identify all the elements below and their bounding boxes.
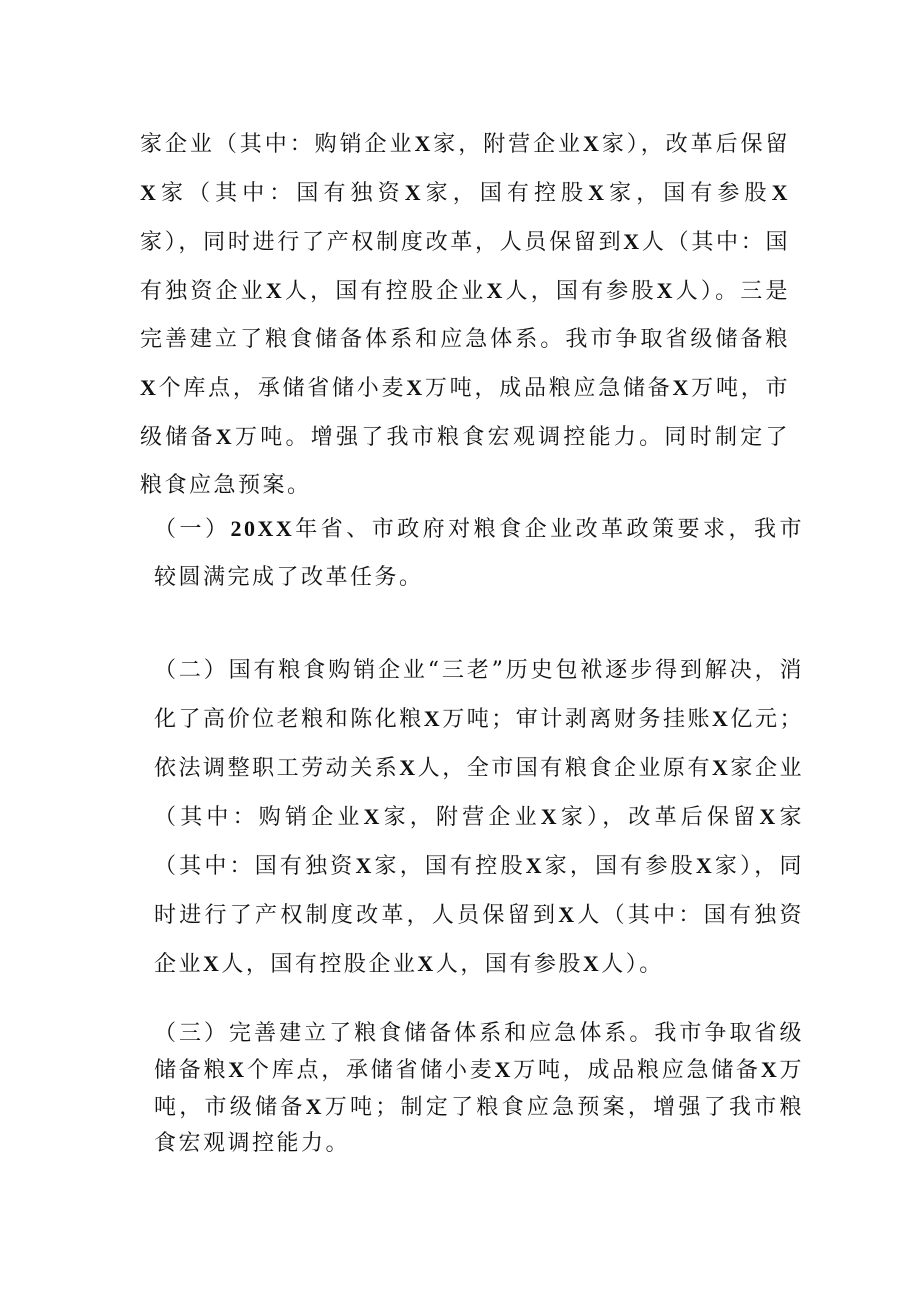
- paragraph-section-1: （一）20XX年省、市政府对粮食企业改革政策要求，我市较圆满完成了改革任务。: [154, 516, 804, 590]
- paragraph-continuation: 家企业（其中：购销企业X家，附营企业X家），改革后保留X家（其中：国有独资X家，国有控股X家，国有参股X家），同时进行了产权制度改革，人员保留到X人（其中：国有独资企业X人，国有控股企业X人，国有参股X人）。三是完善建立了粮食储备体系和应急体系。我市争取省级储备粮X个库点，承储省储小麦X万吨，成品粮应急储备X万吨，市级储备X万吨。增强了我市粮食宏观调控能力。同时制定了粮食应急预案。: [140, 131, 790, 498]
- paragraph-section-2: （二）国有粮食购销企业“三老”历史包袱逐步得到解决，消化了高价位老粮和陈化粮X万吨；审计剥离财务挂账X亿元；依法调整职工劳动关系X人，全市国有粮食企业原有X家企业（其中：购销企业X家，附营企业X家），改革后保留X家（其中：国有独资X家，国有控股X家，国有参股X家），同时进行了产权制度改革，人员保留到X人（其中：国有独资企业X人，国有控股企业X人，国有参股X人）。: [154, 658, 804, 977]
- paragraph-section-3: （三）完善建立了粮食储备体系和应急体系。我市争取省级储备粮X个库点，承储省储小麦X万吨，成品粮应急储备X万吨，市级储备X万吨；制定了粮食应急预案，增强了我市粮食宏观调控能力。: [154, 1021, 804, 1156]
